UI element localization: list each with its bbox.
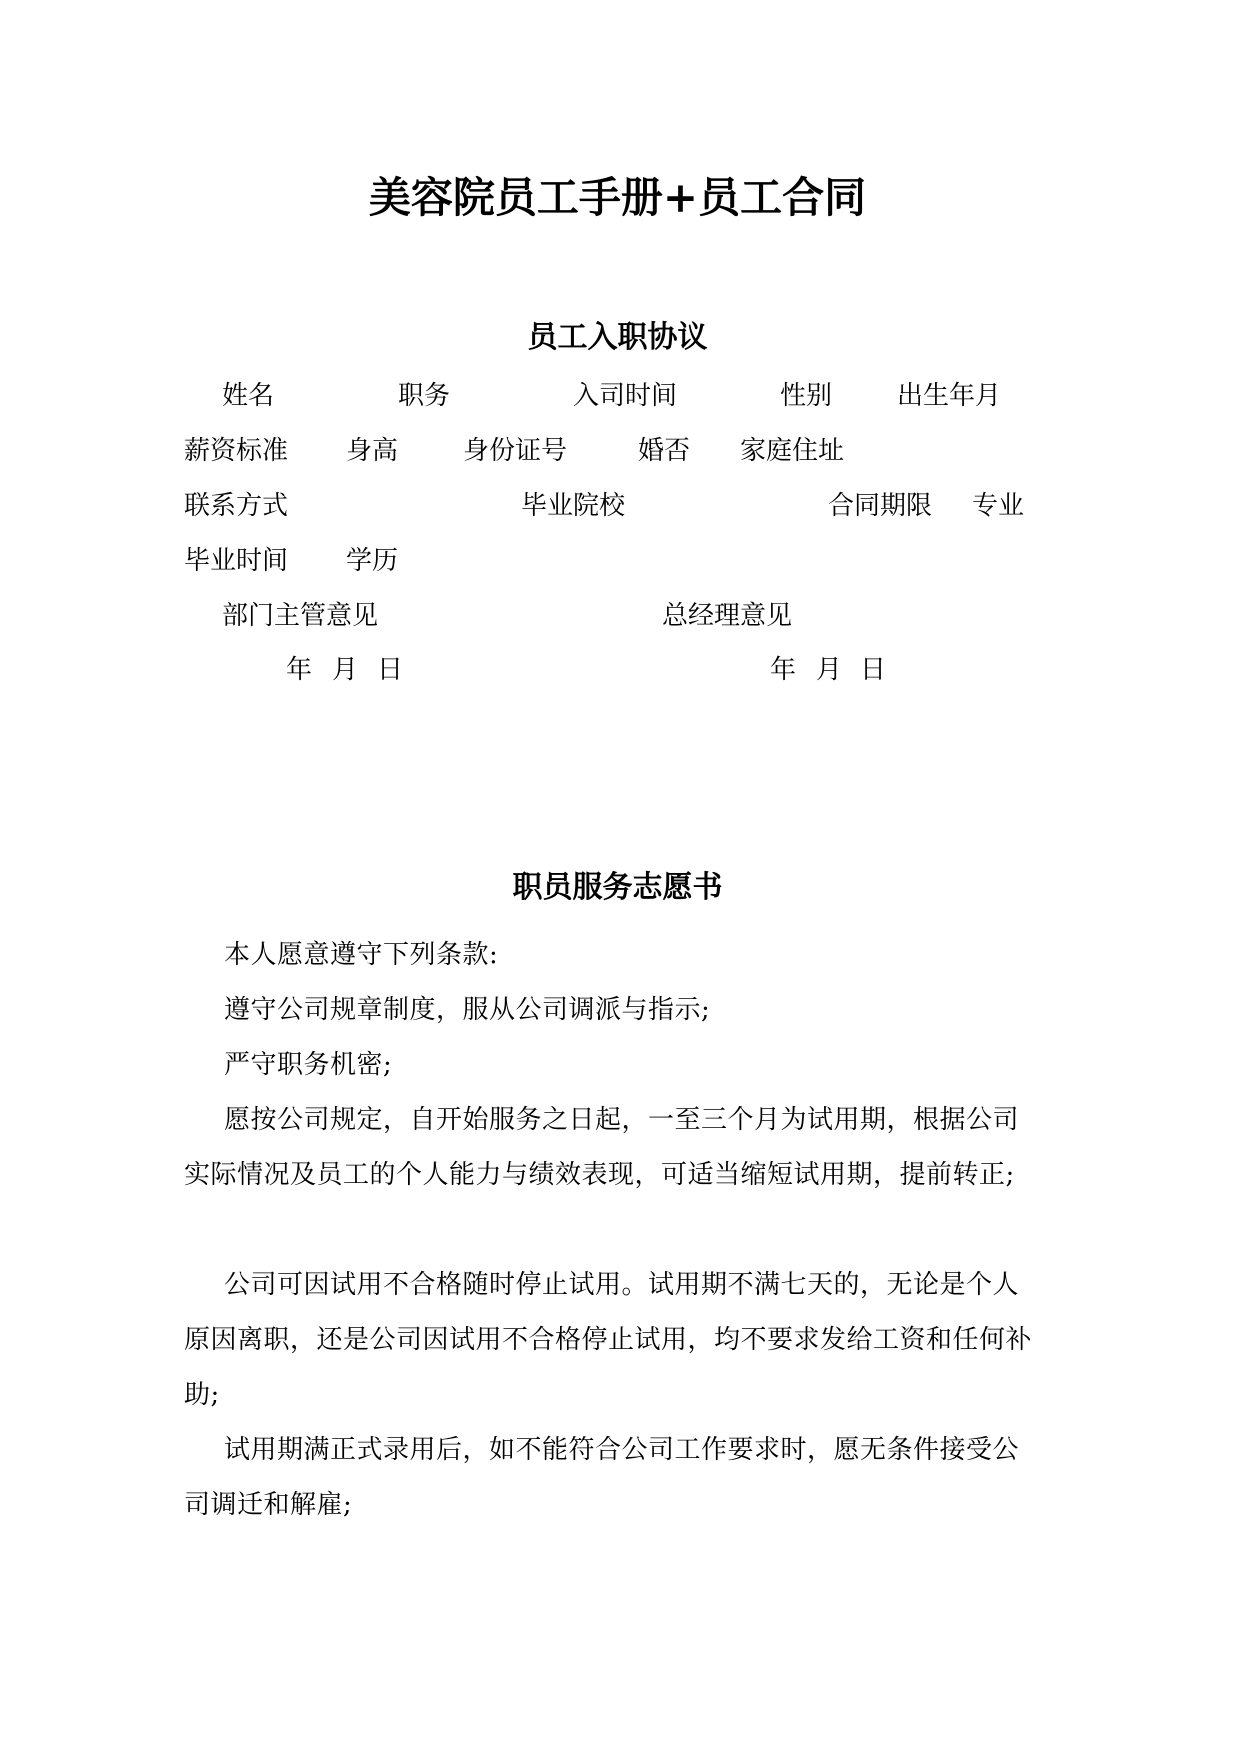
field-position-label: 职务: [398, 381, 451, 411]
entry-agreement-title: 员工入职协议: [527, 320, 708, 355]
gm-opinion-label: 总经理意见: [662, 601, 793, 631]
service-pledge-title: 职员服务志愿书: [512, 870, 723, 905]
pledge-paragraph: 本人愿意遵守下列条款:: [224, 940, 499, 970]
field-gender-label: 性别: [780, 381, 833, 411]
gm-date-month: 月: [816, 655, 843, 685]
dept-opinion-label: 部门主管意见: [222, 601, 379, 631]
field-birth-label: 出生年月: [897, 381, 1002, 411]
pledge-paragraph: 愿按公司规定，自开始服务之日起，一至三个月为试用期，根据公司实际情况及员工的个人能力与绩效表现，可适当缩短试用期，提前转正;: [184, 1105, 1020, 1190]
field-marital-label: 婚否: [638, 436, 691, 466]
pledge-paragraph: 公司可因试用不合格随时停止试用。试用期不满七天的，无论是个人原因离职，还是公司因试用不合格停止试用，均不要求发给工资和任何补助;: [184, 1270, 1033, 1410]
field-major-label: 专业: [972, 491, 1025, 521]
dept-date-month: 月: [332, 655, 359, 685]
pledge-paragraph: 遵守公司规章制度，服从公司调派与指示;: [224, 995, 711, 1025]
field-school-label: 毕业院校: [521, 491, 626, 521]
field-id-number-label: 身份证号: [463, 436, 568, 466]
field-height-label: 身高: [346, 436, 399, 466]
field-contact-label: 联系方式: [184, 491, 289, 521]
dept-date-day: 日: [377, 655, 404, 685]
field-join-date-label: 入司时间: [573, 381, 678, 411]
dept-date-year: 年: [286, 655, 313, 685]
pledge-paragraph: 试用期满正式录用后，如不能符合公司工作要求时，愿无条件接受公司调迁和解雇;: [184, 1435, 1020, 1520]
gm-date-year: 年: [770, 655, 797, 685]
field-salary-label: 薪资标准: [184, 436, 289, 466]
field-address-label: 家庭住址: [740, 436, 845, 466]
field-grad-date-label: 毕业时间: [184, 546, 289, 576]
field-education-label: 学历: [346, 546, 399, 576]
pledge-paragraph: 严守职务机密;: [224, 1050, 393, 1080]
document-title: 美容院员工手册+员工合同: [368, 173, 867, 222]
field-name-label: 姓名: [222, 381, 275, 411]
field-contract-term-label: 合同期限: [828, 491, 933, 521]
gm-date-day: 日: [860, 655, 887, 685]
